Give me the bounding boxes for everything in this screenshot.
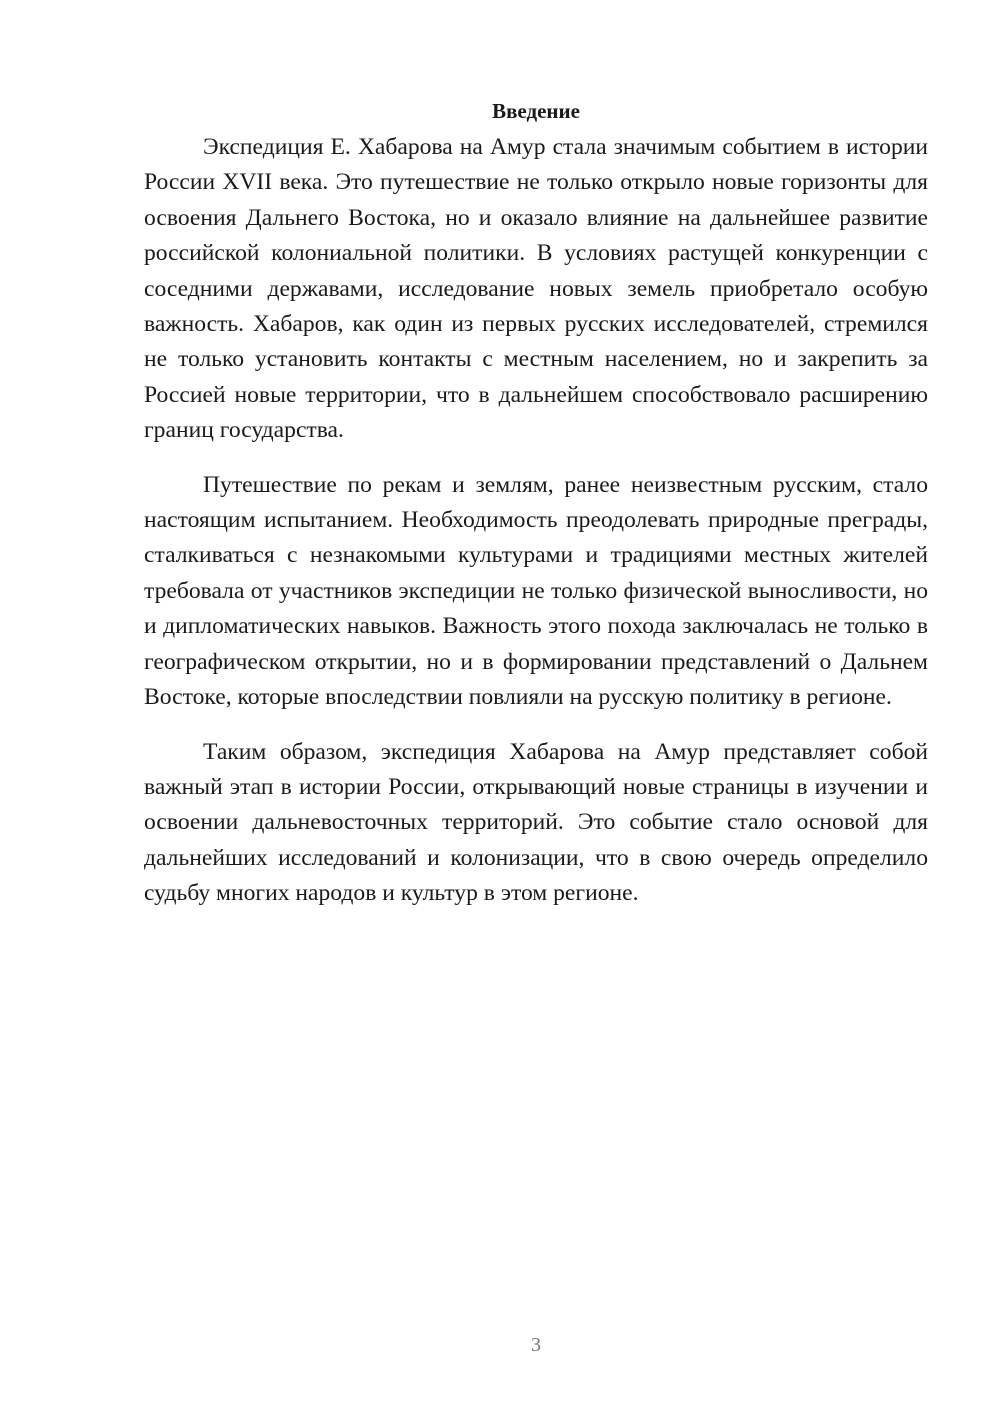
paragraph-1: Экспедиция Е. Хабарова на Амур стала значимым событием в истории России XVII века. Это путешествие не только открыло новые горизонты для освоения Дальнего Востока, но и оказало влияние на дальнейшее развитие российской колониальной политики. В условиях растущей конкуренции с соседними державами, исследование новых земель приобретало особую важность. Хабаров, как один из первых русских исследователей, стремился не только установить контакты с местным населением, но и закрепить за Россией новые территории, что в дальнейшем способствовало расширению границ государства. [144,134,928,444]
page-content [144,96,928,931]
page-number: 3 [531,1334,541,1356]
paragraph-2: Путешествие по рекам и землям, ранее неизвестным русским, стало настоящим испытанием. Необходимость преодолевать природные преграды, сталкиваться с незнакомыми культурами и традициями местных жителей требовала от участников экспедиции не только физической выносливости, но и дипломатических навыков. Важность этого похода заключалась не только в географическом открытии, но и в формировании представлений о Дальнем Востоке, которые впоследствии повлияли на русскую политику в регионе. [144,471,928,711]
section-heading: Введение [492,99,580,123]
paragraph-3: Таким образом, экспедиция Хабарова на Амур представляет собой важный этап в истории России, открывающий новые страницы в изучении и освоении дальневосточных территорий. Это событие стало основой для дальнейших исследований и колонизации, что в свою очередь определило судьбу многих народов и культур в этом регионе. [144,738,928,907]
